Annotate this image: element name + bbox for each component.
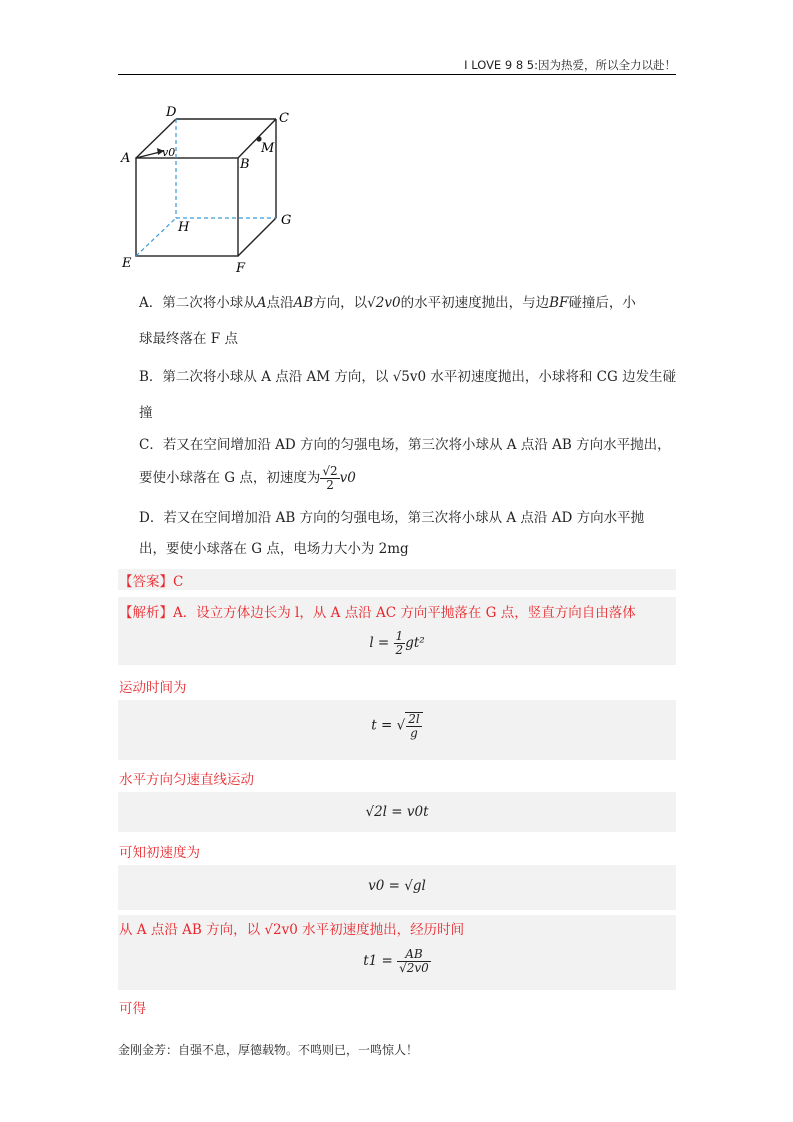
label-g: G bbox=[281, 213, 292, 228]
option-c-line1: C．若又在空间增加沿 AD 方向的匀强电场，第三次将小球从 A 点沿 AB 方向水平抛出， bbox=[139, 437, 671, 453]
analysis-intro: 【解析】A．设立方体边长为 l，从 A 点沿 AC 方向平抛落在 G 点，竖直方向自由落体 bbox=[119, 605, 636, 621]
option-a-line2: 球最终落在 F 点 bbox=[139, 331, 238, 347]
option-d-line1: D．若又在空间增加沿 AB 方向的匀强电场，第三次将小球从 A 点沿 AD 方向水平抛 bbox=[139, 510, 645, 526]
analysis-text-4: 可知初速度为 bbox=[119, 845, 200, 861]
label-f: F bbox=[236, 261, 246, 276]
label-h: H bbox=[178, 220, 190, 235]
analysis-text-5: 从 A 点沿 AB 方向，以 √2v0 水平初速度抛出，经历时间 bbox=[119, 922, 465, 938]
analysis-text-6: 可得 bbox=[119, 1001, 146, 1017]
equation-1: l = $\frac{1}{2}$ gt² bbox=[369, 629, 425, 657]
page-footer: 金刚金芳：自强不息，厚德载物。不鸣则已，一鸣惊人！ bbox=[118, 1043, 419, 1057]
label-a: A bbox=[121, 151, 131, 166]
equation-3: √2l = v0t bbox=[365, 804, 429, 820]
answer-band bbox=[118, 569, 676, 590]
option-d-line2: 出，要使小球落在 G 点，电场力大小为 2mg bbox=[139, 541, 409, 557]
equation-5: t1 = $\frac{AB}{√2v0}$ bbox=[363, 947, 429, 975]
label-b: B bbox=[240, 157, 250, 172]
page-header: I LOVE 9 8 5:因为热爱，所以全力以赴！ bbox=[118, 57, 676, 75]
cube-diagram bbox=[118, 100, 318, 280]
label-c: C bbox=[279, 111, 289, 126]
analysis-text-2: 运动时间为 bbox=[119, 680, 187, 696]
label-e: E bbox=[122, 256, 132, 271]
option-a-line1: A．第二次将小球从A点沿AB方向，以√2v0的水平初速度抛出，与边BF碰撞后，小 bbox=[139, 295, 636, 311]
option-b-line2: 撞 bbox=[139, 405, 153, 421]
label-d: D bbox=[166, 105, 177, 120]
label-v0: v0 bbox=[162, 146, 176, 159]
option-b-line1: B．第二次将小球从 A 点沿 AM 方向，以 √5v0 水平初速度抛出，小球将和 CG 边发生碰 bbox=[139, 369, 677, 385]
hidden-edge-EH bbox=[136, 218, 176, 256]
answer-line: 【答案】C bbox=[119, 574, 184, 590]
option-c-line2: 要使小球落在 G 点，初速度为 $\frac{√2}{2}$ v0 bbox=[139, 464, 356, 492]
equation-4: v0 = √gl bbox=[368, 878, 426, 894]
equation-2: t = √ $\frac{2l}{g}$ bbox=[118, 712, 676, 740]
analysis-text-3: 水平方向匀速直线运动 bbox=[119, 772, 254, 788]
label-m: M bbox=[261, 141, 275, 156]
